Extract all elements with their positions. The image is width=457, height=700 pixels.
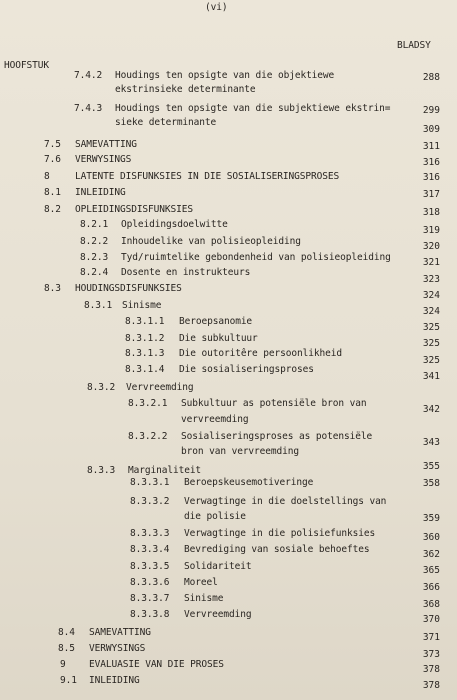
entry-page-number: 323 — [422, 274, 440, 285]
entry-number: 8.3 — [44, 283, 61, 294]
entry-number: 8.3.3.4 — [130, 544, 170, 555]
entry-number: 8.2.4 — [80, 267, 109, 278]
entry-page-number: 325 — [422, 338, 440, 349]
entry-number: 8.3.3.6 — [130, 577, 170, 588]
entry-number: 8.3.3.3 — [130, 528, 170, 539]
entry-title: OPLEIDINGSDISFUNKSIES — [75, 204, 194, 215]
entry-number: 8.3.1.3 — [125, 348, 165, 359]
entry-page-number: 316 — [422, 172, 440, 183]
entry-number: 8.3.1.2 — [125, 333, 165, 344]
entry-number: 8.3.3.2 — [130, 496, 170, 507]
entry-title-continued: ekstrinsieke determinante — [115, 84, 256, 95]
entry-title: HOUDINGSDISFUNKSIES — [75, 283, 182, 294]
entry-title: Houdings ten opsigte van die objektiewe — [115, 70, 335, 81]
entry-page-number: 371 — [422, 632, 440, 643]
entry-title: Verwagtinge in die doelstellings van — [184, 496, 387, 507]
entry-title: Inhoudelike van polisieopleiding — [121, 236, 301, 247]
entry-title: Vervreemding — [184, 609, 252, 620]
entry-page-number: 321 — [422, 257, 440, 268]
entry-title: Houdings ten opsigte van die subjektiewe ekstrin= — [115, 103, 391, 114]
entry-title: Vervreemding — [126, 382, 194, 393]
entry-title: Beroepskeusemotiveringe — [184, 477, 314, 488]
entry-title: Die outoritêre persoonlikheid — [179, 348, 342, 359]
entry-page-number: 378 — [422, 664, 440, 675]
chapter-column-header: HOOFSTUK — [4, 60, 49, 71]
entry-number: 8.2.2 — [80, 236, 109, 247]
entry-page-number: 378 — [422, 680, 440, 691]
entry-page-number: 368 — [422, 599, 440, 610]
entry-title-continued: vervreemding — [181, 414, 249, 425]
entry-number: 8.3.3.1 — [130, 477, 170, 488]
entry-page-number: 325 — [422, 355, 440, 366]
entry-number: 8.2.1 — [80, 219, 109, 230]
entry-title: Marginaliteit — [128, 465, 202, 476]
entry-title: SAMEVATTING — [75, 139, 137, 150]
entry-title: Verwagtinge in die polisiefunksies — [184, 528, 376, 539]
entry-number: 8.3.1.4 — [125, 364, 165, 375]
entry-number: 8.3.2 — [87, 382, 116, 393]
entry-page-number: 343 — [422, 437, 440, 448]
entry-page-number: 319 — [422, 225, 440, 236]
entry-number: 8.3.3.7 — [130, 593, 170, 604]
entry-number: 8.3.2.1 — [128, 398, 168, 409]
entry-page-number: 366 — [422, 582, 440, 593]
entry-number: 7.6 — [44, 154, 61, 165]
entry-title: Beroepsanomie — [179, 316, 253, 327]
entry-page-number: 324 — [422, 306, 440, 317]
entry-title: Opleidingsdoelwitte — [121, 219, 228, 230]
entry-title: Sosialiseringsproses as potensiële — [181, 431, 373, 442]
entry-page-number: 365 — [422, 565, 440, 576]
entry-page-number: 359 — [422, 513, 440, 524]
entry-page-number: 316 — [422, 157, 440, 168]
entry-page-number: 360 — [422, 532, 440, 543]
entry-number: 7.4.2 — [74, 70, 103, 81]
entry-page-number: 362 — [422, 549, 440, 560]
entry-title: EVALUASIE VAN DIE PROSES — [89, 659, 224, 670]
entry-title: Dosente en instrukteurs — [121, 267, 251, 278]
entry-page-number: 288 — [422, 72, 440, 83]
entry-number: 8.3.2.2 — [128, 431, 168, 442]
entry-page-number: 358 — [422, 478, 440, 489]
entry-title-continued: bron van vervreemding — [181, 446, 300, 457]
entry-number: 8.3.3.5 — [130, 561, 170, 572]
entry-number: 7.4.3 — [74, 103, 103, 114]
entry-title: SAMEVATTING — [89, 627, 151, 638]
entry-number: 8.5 — [58, 643, 75, 654]
entry-title: Tyd/ruimtelike gebondenheid van polisieopleiding — [121, 252, 391, 263]
entry-page-number: 318 — [422, 207, 440, 218]
entry-title: Die sosialiseringsproses — [179, 364, 314, 375]
entry-title: VERWYSINGS — [75, 154, 132, 165]
entry-number: 9.1 — [60, 675, 77, 686]
entry-page-number: 373 — [422, 649, 440, 660]
entry-number: 8.2.3 — [80, 252, 109, 263]
page-column-header: BLADSY — [397, 40, 431, 51]
entry-title: Sinisme — [184, 593, 224, 604]
entry-page-number: 342 — [422, 404, 440, 415]
entry-number: 9 — [60, 659, 66, 670]
entry-number: 7.5 — [44, 139, 61, 150]
entry-page-number: 355 — [422, 461, 440, 472]
entry-title: INLEIDING — [89, 675, 140, 686]
entry-page-number: 370 — [422, 614, 440, 625]
entry-title-continued: sieke determinante — [115, 117, 217, 128]
entry-page-number: 317 — [422, 189, 440, 200]
entry-page-number: 324 — [422, 290, 440, 301]
entry-number: 8.3.1.1 — [125, 316, 165, 327]
entry-page-number: 299 — [422, 105, 440, 116]
entry-page-number: 311 — [422, 141, 440, 152]
entry-number: 8.3.3.8 — [130, 609, 170, 620]
entry-title: Moreel — [184, 577, 218, 588]
entry-number: 8.3.3 — [87, 465, 116, 476]
entry-title: Solidariteit — [184, 561, 252, 572]
entry-number: 8.4 — [58, 627, 75, 638]
entry-page-number: 341 — [422, 371, 440, 382]
entry-title-continued: die polisie — [184, 511, 246, 522]
entry-number: 8.2 — [44, 204, 61, 215]
entry-page-number: 325 — [422, 322, 440, 333]
entry-title: LATENTE DISFUNKSIES IN DIE SOSIALISERINGSPROSES — [75, 171, 340, 182]
entry-number: 8.1 — [44, 187, 61, 198]
entry-page-number: 309 — [422, 124, 440, 135]
entry-title: VERWYSINGS — [89, 643, 146, 654]
entry-number: 8.3.1 — [84, 300, 113, 311]
entry-title: Sinisme — [122, 300, 162, 311]
entry-title: INLEIDING — [75, 187, 126, 198]
entry-title: Die subkultuur — [179, 333, 258, 344]
entry-title: Bevrediging van sosiale behoeftes — [184, 544, 370, 555]
entry-number: 8 — [44, 171, 50, 182]
entry-title: Subkultuur as potensiële bron van — [181, 398, 367, 409]
page-number: (vi) — [205, 2, 228, 13]
entry-page-number: 320 — [422, 241, 440, 252]
